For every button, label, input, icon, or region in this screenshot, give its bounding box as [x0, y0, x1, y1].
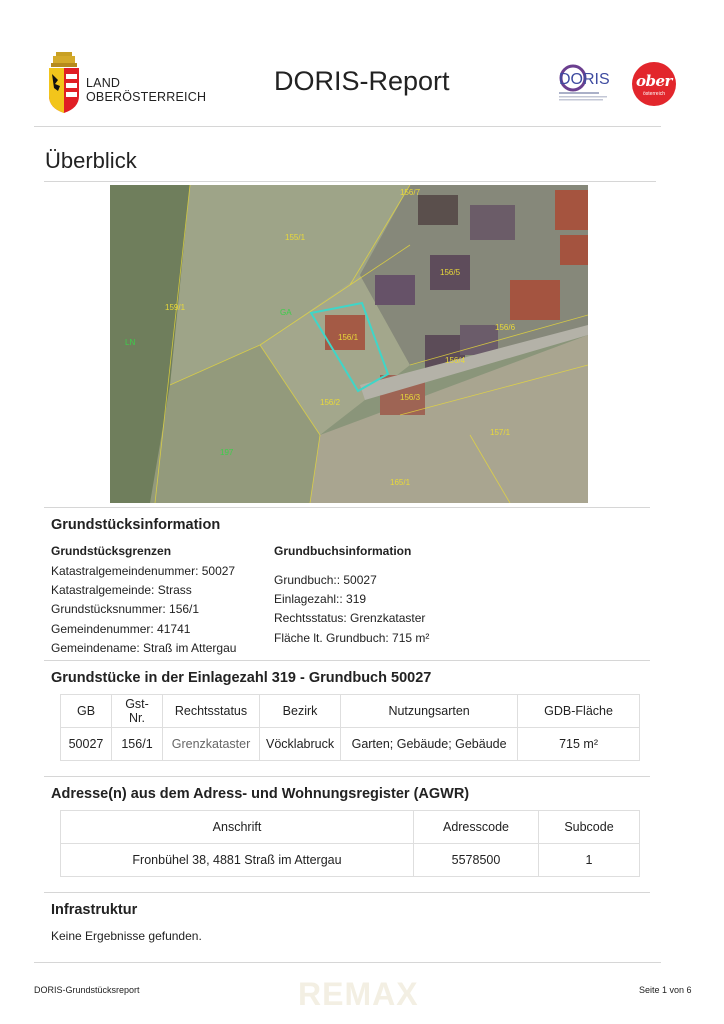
detail-line: Katastralgemeinde: Strass — [51, 583, 192, 598]
svg-text:GA: GA — [280, 308, 292, 317]
svg-text:157/1: 157/1 — [490, 428, 511, 437]
report-header — [0, 0, 724, 128]
table-cell: Vöcklabruck — [260, 728, 341, 761]
svg-text:159/1: 159/1 — [165, 303, 186, 312]
svg-text:DORIS: DORIS — [559, 71, 610, 88]
table-cell: Grenzkataster — [163, 728, 260, 761]
svg-text:156/1: 156/1 — [338, 333, 359, 342]
svg-text:156/7: 156/7 — [400, 188, 421, 197]
svg-text:165/1: 165/1 — [390, 478, 411, 487]
column-header: Anschrift — [61, 811, 414, 844]
svg-text:156/6: 156/6 — [495, 323, 516, 332]
parcels-table — [60, 694, 640, 761]
svg-text:197: 197 — [220, 448, 234, 457]
coat-of-arms-logo — [46, 52, 82, 114]
detail-line: Gemeindename: Straß im Attergau — [51, 640, 237, 655]
parcels-title: Grundstücke in der Einlagezahl 319 - Grundbuch 50027 — [51, 670, 432, 686]
column-header: Adresscode — [414, 811, 539, 844]
aerial-map-image — [110, 185, 588, 503]
svg-text:156/5: 156/5 — [440, 268, 461, 277]
section-divider — [44, 892, 650, 893]
footer-report-name: DORIS-Grundstücksreport — [34, 985, 140, 995]
doris-logo — [555, 64, 621, 104]
address-table — [60, 810, 640, 877]
overview-title: Überblick — [45, 148, 137, 173]
detail-line: Rechtsstatus: Grenzkataster — [274, 611, 426, 626]
table-cell: 5578500 — [414, 844, 539, 877]
column-header: Nutzungsarten — [341, 695, 518, 728]
boundaries-details — [51, 562, 236, 658]
table-header-row — [61, 695, 640, 728]
column-header: Rechtsstatus — [163, 695, 260, 728]
boundaries-title: Grundstücksgrenzen — [51, 544, 172, 558]
map-divider — [44, 507, 650, 508]
table-cell: 715 m² — [518, 728, 640, 761]
column-header: Bezirk — [260, 695, 341, 728]
table-header-row — [61, 811, 640, 844]
section-divider — [44, 660, 650, 661]
oberoesterreich-logo: ober österreich — [632, 62, 676, 106]
property-info-title: Grundstücksinformation — [51, 517, 221, 533]
state-name: LAND OBERÖSTERREICH — [86, 76, 207, 104]
column-header: GDB-Fläche — [518, 695, 640, 728]
table-cell: Fronbühel 38, 4881 Straß im Attergau — [61, 844, 414, 877]
table-cell: 156/1 — [112, 728, 163, 761]
footer-divider — [34, 962, 661, 963]
svg-text:156/3: 156/3 — [400, 393, 421, 402]
section-divider — [44, 776, 650, 777]
table-row — [61, 844, 640, 877]
land-register-details — [274, 571, 429, 648]
detail-line: Einlagezahl:: 319 — [274, 592, 367, 607]
page-number: Seite 1 von 6 — [639, 985, 692, 995]
detail-line: Katastralgemeindenummer: 50027 — [51, 564, 236, 578]
svg-text:156/4: 156/4 — [445, 356, 466, 365]
detail-line: Grundstücksnummer: 156/1 — [51, 602, 200, 617]
detail-line: Gemeindenummer: 41741 — [51, 621, 191, 636]
detail-line: Fläche lt. Grundbuch: 715 m² — [274, 630, 430, 645]
land-register-title: Grundbuchsinformation — [274, 544, 412, 558]
detail-line: Grundbuch:: 50027 — [274, 573, 377, 587]
column-header: Subcode — [539, 811, 640, 844]
aerial-map[interactable] — [110, 185, 588, 503]
svg-text:156/2: 156/2 — [320, 398, 341, 407]
infrastructure-text: Keine Ergebnisse gefunden. — [51, 929, 202, 943]
header-divider — [34, 126, 661, 127]
svg-text:155/1: 155/1 — [285, 233, 306, 242]
report-title: DORIS-Report — [274, 66, 450, 96]
table-cell: 1 — [539, 844, 640, 877]
infrastructure-title: Infrastruktur — [51, 902, 138, 918]
watermark: REMAX — [298, 976, 419, 1012]
address-title: Adresse(n) aus dem Adress- und Wohnungsregister (AGWR) — [51, 786, 470, 802]
overview-divider — [44, 181, 656, 182]
table-row — [61, 728, 640, 761]
column-header: GB — [61, 695, 112, 728]
table-cell: 50027 — [61, 728, 112, 761]
column-header: Gst-Nr. — [112, 695, 163, 728]
table-cell: Garten; Gebäude; Gebäude — [341, 728, 518, 761]
svg-text:LN: LN — [125, 338, 136, 347]
